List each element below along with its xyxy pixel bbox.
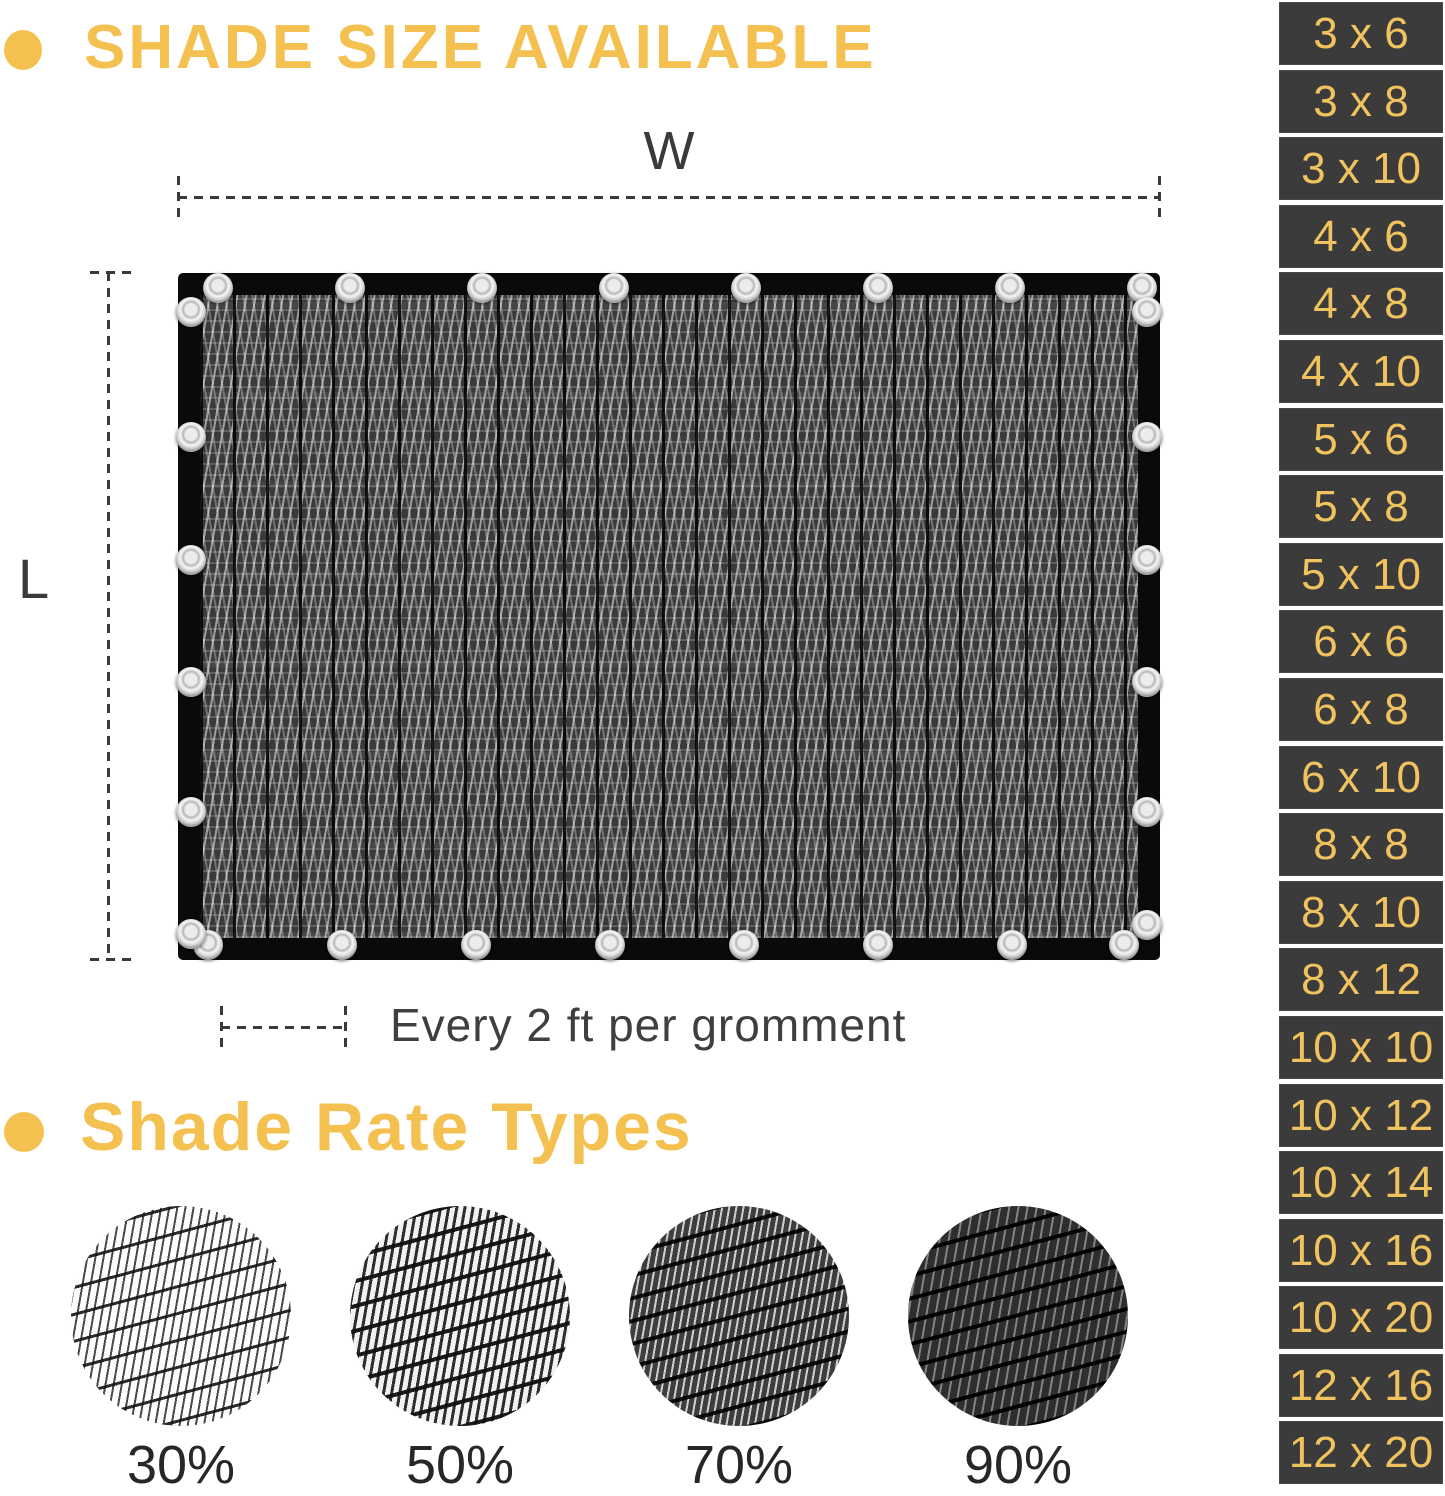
grommet-icon xyxy=(176,545,206,575)
grommet-icon xyxy=(203,273,233,303)
shade-rate-label: 30% xyxy=(126,1435,236,1495)
size-option: 10 x 10 xyxy=(1279,1016,1443,1079)
mesh-swatch-90-icon xyxy=(908,1206,1128,1426)
shade-rate-label: 90% xyxy=(963,1435,1073,1495)
size-list xyxy=(1279,2,1443,1484)
size-option: 10 x 16 xyxy=(1279,1219,1443,1282)
length-dimension-label: L xyxy=(18,547,50,610)
grommet-icon xyxy=(995,273,1025,303)
grommet-icon xyxy=(599,273,629,303)
mesh-texture xyxy=(200,295,1138,938)
shade-rate-item xyxy=(350,1206,570,1496)
grommet-spacing-tick-left xyxy=(220,1006,223,1050)
grommet-icon xyxy=(1132,797,1162,827)
grommet-spacing-tick-right xyxy=(344,1006,347,1050)
shade-net-illustration xyxy=(178,273,1160,960)
mesh-swatch-70-icon xyxy=(629,1206,849,1426)
length-dimension-tick-top xyxy=(90,271,132,274)
width-dimension-line xyxy=(178,196,1160,199)
bullet-icon xyxy=(4,30,42,70)
size-option: 3 x 8 xyxy=(1279,70,1443,133)
grommet-icon xyxy=(461,930,491,960)
size-option: 8 x 10 xyxy=(1279,881,1443,944)
grommet-spacing-note: Every 2 ft per gromment xyxy=(390,999,907,1051)
size-option: 4 x 6 xyxy=(1279,205,1443,268)
grommet-icon xyxy=(997,930,1027,960)
size-option: 5 x 6 xyxy=(1279,408,1443,471)
grommet-icon xyxy=(335,273,365,303)
size-option: 6 x 6 xyxy=(1279,610,1443,673)
grommet-icon xyxy=(863,930,893,960)
grommet-icon xyxy=(467,273,497,303)
grommet-icon xyxy=(1132,545,1162,575)
size-option: 4 x 8 xyxy=(1279,272,1443,335)
grommet-icon xyxy=(176,667,206,697)
shade-rate-title: Shade Rate Types xyxy=(80,1089,693,1165)
grommet-icon xyxy=(327,930,357,960)
grommet-icon xyxy=(1132,667,1162,697)
shade-rate-label: 50% xyxy=(405,1435,515,1495)
size-option: 8 x 8 xyxy=(1279,813,1443,876)
size-option: 4 x 10 xyxy=(1279,340,1443,403)
grommet-icon xyxy=(176,797,206,827)
length-dimension-tick-bottom xyxy=(90,958,132,961)
size-option: 3 x 10 xyxy=(1279,137,1443,200)
length-dimension-line xyxy=(107,272,110,960)
width-dimension-tick-left xyxy=(177,176,180,220)
width-dimension-tick-right xyxy=(1158,176,1161,220)
grommet-icon xyxy=(731,273,761,303)
grommet-icon xyxy=(176,422,206,452)
shade-rate-item xyxy=(629,1206,849,1496)
grommet-icon xyxy=(863,273,893,303)
size-option: 12 x 16 xyxy=(1279,1354,1443,1417)
width-dimension-label: W xyxy=(643,121,695,181)
size-option: 6 x 10 xyxy=(1279,746,1443,809)
grommet-icon xyxy=(1132,422,1162,452)
grommet-icon xyxy=(176,297,206,327)
bullet-icon xyxy=(4,1112,44,1152)
size-option: 10 x 14 xyxy=(1279,1151,1443,1214)
shade-rate-item xyxy=(908,1206,1128,1496)
size-option: 8 x 12 xyxy=(1279,948,1443,1011)
grommet-icon xyxy=(1132,910,1162,940)
shade-rate-label: 70% xyxy=(684,1435,794,1495)
size-option: 12 x 20 xyxy=(1279,1421,1443,1484)
grommet-icon xyxy=(729,930,759,960)
mesh-swatch-50-icon xyxy=(350,1206,570,1426)
page-title: SHADE SIZE AVAILABLE xyxy=(84,13,877,82)
size-option: 3 x 6 xyxy=(1279,2,1443,65)
size-option: 10 x 12 xyxy=(1279,1084,1443,1147)
size-option: 5 x 8 xyxy=(1279,475,1443,538)
size-option: 6 x 8 xyxy=(1279,678,1443,741)
size-option: 5 x 10 xyxy=(1279,543,1443,606)
shade-rate-item xyxy=(71,1206,291,1496)
mesh-swatch-30-icon xyxy=(71,1206,291,1426)
grommet-icon xyxy=(595,930,625,960)
grommet-icon xyxy=(1132,297,1162,327)
size-option: 10 x 20 xyxy=(1279,1286,1443,1349)
grommet-icon xyxy=(176,919,206,949)
grommet-spacing-line xyxy=(221,1026,346,1029)
